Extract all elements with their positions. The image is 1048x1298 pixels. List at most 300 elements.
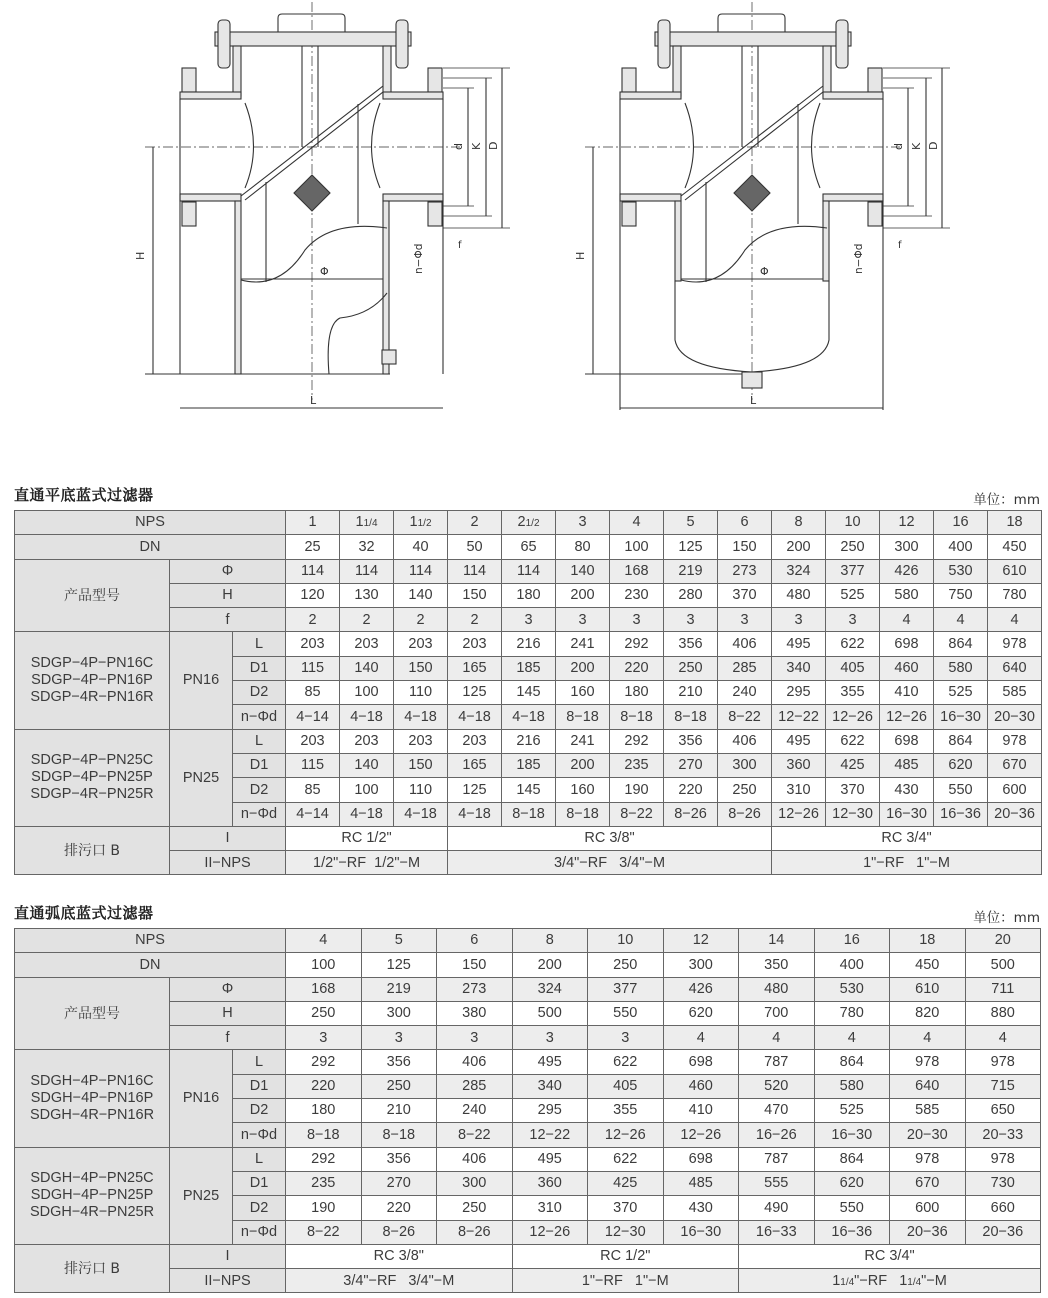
cell-n-phi-d: 8−22 xyxy=(610,802,664,826)
cell-d1: 115 xyxy=(286,753,340,777)
cell-f: 3 xyxy=(556,608,610,632)
cell-d2: 250 xyxy=(437,1196,513,1220)
cell-drain-ii: 3/4"−RF 3/4"−M xyxy=(286,1269,513,1293)
cell-f: 3 xyxy=(502,608,556,632)
drawing-flat-bottom xyxy=(130,0,510,420)
cell-phi: 219 xyxy=(361,977,437,1001)
cell-dn: 100 xyxy=(286,953,362,977)
cell-f: 4 xyxy=(965,1026,1041,1050)
label-f: f xyxy=(170,1026,286,1050)
cell-d2: 585 xyxy=(988,681,1042,705)
cell-phi: 377 xyxy=(826,559,880,583)
cell-d1: 670 xyxy=(988,753,1042,777)
cell-d1: 220 xyxy=(610,656,664,680)
cell-phi: 219 xyxy=(664,559,718,583)
cell-l: 406 xyxy=(718,729,772,753)
cell-h: 280 xyxy=(664,583,718,607)
cell-phi: 530 xyxy=(814,977,890,1001)
cell-h: 370 xyxy=(718,583,772,607)
label-model-group: 产品型号 xyxy=(15,977,170,1050)
cell-n-phi-d: 8−18 xyxy=(556,802,610,826)
cell-h: 230 xyxy=(610,583,664,607)
cell-d1: 670 xyxy=(890,1171,966,1195)
cell-n-phi-d: 16−33 xyxy=(739,1220,815,1244)
cell-d1: 150 xyxy=(394,753,448,777)
cell-nps: 14 xyxy=(739,929,815,953)
cell-dn: 350 xyxy=(739,953,815,977)
cell-d1: 640 xyxy=(890,1074,966,1098)
svg-text:f: f xyxy=(458,240,462,251)
cell-d1: 235 xyxy=(286,1171,362,1195)
cell-h: 480 xyxy=(772,583,826,607)
cell-drain-ii: 1"−RF 1"−M xyxy=(512,1269,739,1293)
cell-phi: 168 xyxy=(286,977,362,1001)
cell-dn: 125 xyxy=(361,953,437,977)
cell-drain-i: RC 3/8" xyxy=(286,1244,513,1268)
cell-d2: 410 xyxy=(663,1099,739,1123)
cell-d2: 145 xyxy=(502,778,556,802)
cell-nps: 12 xyxy=(663,929,739,953)
cell-l: 864 xyxy=(934,632,988,656)
label-phi: Φ xyxy=(170,977,286,1001)
pn25-label: PN25 xyxy=(170,1147,233,1244)
cell-h: 250 xyxy=(286,1001,362,1025)
cell-d1: 425 xyxy=(826,753,880,777)
cell-l: 698 xyxy=(663,1050,739,1074)
model-code: SDGP−4R−PN16R xyxy=(30,689,154,706)
cell-d2: 410 xyxy=(880,681,934,705)
cell-d2: 525 xyxy=(934,681,988,705)
svg-text:D: D xyxy=(927,141,940,150)
cell-l: 356 xyxy=(664,729,718,753)
cell-phi: 610 xyxy=(988,559,1042,583)
cell-d1: 425 xyxy=(588,1171,664,1195)
cell-h: 120 xyxy=(286,583,340,607)
cell-phi: 480 xyxy=(739,977,815,1001)
cell-d2: 370 xyxy=(588,1196,664,1220)
cell-h: 200 xyxy=(556,583,610,607)
cell-d1: 115 xyxy=(286,656,340,680)
label-drain-ii: II−NPS xyxy=(170,851,286,875)
cell-l: 978 xyxy=(965,1050,1041,1074)
cell-n-phi-d: 16−30 xyxy=(814,1123,890,1147)
table1-title: 直通平底蓝式过滤器 xyxy=(14,486,154,504)
cell-d1: 300 xyxy=(718,753,772,777)
cell-d1: 730 xyxy=(965,1171,1041,1195)
cell-l: 495 xyxy=(512,1147,588,1171)
cell-dn: 32 xyxy=(340,535,394,559)
cell-d1: 340 xyxy=(512,1074,588,1098)
cell-nps: 6 xyxy=(718,511,772,535)
cell-d1: 220 xyxy=(286,1074,362,1098)
cell-l: 978 xyxy=(890,1147,966,1171)
cell-phi: 140 xyxy=(556,559,610,583)
cell-d1: 140 xyxy=(340,656,394,680)
cell-nps: 16 xyxy=(934,511,988,535)
cell-d1: 140 xyxy=(340,753,394,777)
cell-n-phi-d: 4−14 xyxy=(286,705,340,729)
cell-d2: 160 xyxy=(556,681,610,705)
cell-n-phi-d: 20−36 xyxy=(965,1220,1041,1244)
cell-phi: 273 xyxy=(718,559,772,583)
cell-l: 622 xyxy=(588,1050,664,1074)
cell-phi: 114 xyxy=(502,559,556,583)
cell-n-phi-d: 8−26 xyxy=(437,1220,513,1244)
cell-nps: 1 xyxy=(286,511,340,535)
cell-l: 203 xyxy=(340,729,394,753)
cell-l: 241 xyxy=(556,632,610,656)
cell-d1: 620 xyxy=(814,1171,890,1195)
cell-nps: 4 xyxy=(610,511,664,535)
cell-f: 2 xyxy=(394,608,448,632)
label-phi: Φ xyxy=(170,559,286,583)
cell-h: 780 xyxy=(814,1001,890,1025)
cell-n-phi-d: 16−30 xyxy=(663,1220,739,1244)
model-code: SDGH−4R−PN16R xyxy=(29,1107,155,1124)
cell-n-phi-d: 12−30 xyxy=(826,802,880,826)
cell-h: 500 xyxy=(512,1001,588,1025)
cell-d2: 525 xyxy=(814,1099,890,1123)
cell-d1: 360 xyxy=(772,753,826,777)
cell-nps: 2 xyxy=(448,511,502,535)
model-code: SDGP−4P−PN16C xyxy=(30,655,154,672)
cell-d2: 310 xyxy=(772,778,826,802)
model-code: SDGP−4P−PN25C xyxy=(30,752,154,769)
cell-d1: 460 xyxy=(880,656,934,680)
cell-h: 380 xyxy=(437,1001,513,1025)
cell-d2: 250 xyxy=(718,778,772,802)
cell-d2: 125 xyxy=(448,681,502,705)
model-code: SDGH−4P−PN16P xyxy=(30,1090,154,1107)
cell-n-phi-d: 8−26 xyxy=(664,802,718,826)
cell-n-phi-d: 8−22 xyxy=(286,1220,362,1244)
cell-f: 2 xyxy=(286,608,340,632)
cell-n-phi-d: 8−18 xyxy=(556,705,610,729)
cell-nps: 11/2 xyxy=(394,511,448,535)
cell-d2: 125 xyxy=(448,778,502,802)
cell-nps: 18 xyxy=(988,511,1042,535)
cell-nps: 10 xyxy=(826,511,880,535)
cell-d1: 405 xyxy=(826,656,880,680)
cell-l: 292 xyxy=(610,632,664,656)
cell-n-phi-d: 12−22 xyxy=(772,705,826,729)
cell-n-phi-d: 8−18 xyxy=(610,705,664,729)
cell-f: 3 xyxy=(772,608,826,632)
cell-l: 356 xyxy=(664,632,718,656)
cell-d2: 600 xyxy=(988,778,1042,802)
model-code: SDGH−4P−PN25P xyxy=(30,1187,154,1204)
cell-d2: 100 xyxy=(340,681,394,705)
cell-l: 292 xyxy=(610,729,664,753)
cell-l: 216 xyxy=(502,729,556,753)
cell-d2: 190 xyxy=(610,778,664,802)
cell-n-phi-d: 8−26 xyxy=(718,802,772,826)
svg-text:Φ: Φ xyxy=(320,265,329,278)
model-code: SDGP−4R−PN25R xyxy=(30,786,154,803)
cell-nps: 4 xyxy=(286,929,362,953)
cell-d1: 235 xyxy=(610,753,664,777)
cell-dn: 300 xyxy=(663,953,739,977)
cell-nps: 18 xyxy=(890,929,966,953)
cell-d1: 185 xyxy=(502,656,556,680)
cell-d2: 600 xyxy=(890,1196,966,1220)
cell-d2: 240 xyxy=(437,1099,513,1123)
cell-d1: 285 xyxy=(437,1074,513,1098)
label-dn: DN xyxy=(15,953,286,977)
cell-phi: 114 xyxy=(394,559,448,583)
cell-n-phi-d: 20−30 xyxy=(988,705,1042,729)
cell-l: 406 xyxy=(437,1147,513,1171)
cell-n-phi-d: 20−36 xyxy=(890,1220,966,1244)
cell-l: 622 xyxy=(826,632,880,656)
cell-d2: 85 xyxy=(286,681,340,705)
cell-n-phi-d: 8−22 xyxy=(437,1123,513,1147)
cell-l: 864 xyxy=(814,1147,890,1171)
cell-d1: 360 xyxy=(512,1171,588,1195)
cell-n-phi-d: 8−18 xyxy=(286,1123,362,1147)
cell-d2: 110 xyxy=(394,681,448,705)
cell-n-phi-d: 12−30 xyxy=(588,1220,664,1244)
cell-drain-i: RC 1/2" xyxy=(512,1244,739,1268)
cell-h: 130 xyxy=(340,583,394,607)
drawing-arc-bottom xyxy=(570,0,950,420)
cell-d1: 250 xyxy=(664,656,718,680)
cell-nps: 16 xyxy=(814,929,890,953)
cell-d1: 270 xyxy=(361,1171,437,1195)
cell-drain-i: RC 3/4" xyxy=(739,1244,1041,1268)
cell-l: 356 xyxy=(361,1050,437,1074)
cell-n-phi-d: 8−18 xyxy=(664,705,718,729)
pn16-label: PN16 xyxy=(170,632,233,729)
cell-d2: 180 xyxy=(286,1099,362,1123)
cell-d2: 160 xyxy=(556,778,610,802)
cell-h: 150 xyxy=(448,583,502,607)
cell-nps: 20 xyxy=(965,929,1041,953)
cell-d2: 190 xyxy=(286,1196,362,1220)
cell-h: 525 xyxy=(826,583,880,607)
pn25-label: PN25 xyxy=(170,729,233,826)
cell-d2: 295 xyxy=(512,1099,588,1123)
cell-d1: 485 xyxy=(663,1171,739,1195)
cell-l: 203 xyxy=(340,632,394,656)
cell-f: 3 xyxy=(664,608,718,632)
svg-text:L: L xyxy=(750,394,757,407)
cell-dn: 400 xyxy=(934,535,988,559)
cell-n-phi-d: 4−18 xyxy=(502,705,556,729)
cell-d2: 220 xyxy=(664,778,718,802)
cell-f: 2 xyxy=(340,608,394,632)
cell-f: 3 xyxy=(718,608,772,632)
svg-text:d: d xyxy=(452,143,465,150)
cell-d1: 270 xyxy=(664,753,718,777)
cell-d1: 640 xyxy=(988,656,1042,680)
cell-n-phi-d: 16−36 xyxy=(934,802,988,826)
cell-drain-i: RC 3/8" xyxy=(448,826,772,850)
cell-n-phi-d: 20−30 xyxy=(890,1123,966,1147)
cell-h: 550 xyxy=(588,1001,664,1025)
cell-n-phi-d: 20−33 xyxy=(965,1123,1041,1147)
cell-f: 3 xyxy=(361,1026,437,1050)
label-drain: 排污口 B xyxy=(15,1244,170,1293)
cell-d1: 285 xyxy=(718,656,772,680)
cell-nps: 8 xyxy=(772,511,826,535)
svg-text:D: D xyxy=(487,141,500,150)
cell-f: 4 xyxy=(988,608,1042,632)
cell-nps: 11/4 xyxy=(340,511,394,535)
cell-l: 216 xyxy=(502,632,556,656)
cell-l: 864 xyxy=(814,1050,890,1074)
pn16-models xyxy=(15,1050,170,1147)
cell-d1: 580 xyxy=(934,656,988,680)
pn16-models xyxy=(15,632,170,729)
label-dn: DN xyxy=(15,535,286,559)
cell-n-phi-d: 12−26 xyxy=(826,705,880,729)
label-n-phi-d: n−Φd xyxy=(233,705,286,729)
label-h: H xyxy=(170,1001,286,1025)
cell-dn: 300 xyxy=(880,535,934,559)
cell-phi: 426 xyxy=(880,559,934,583)
cell-d2: 490 xyxy=(739,1196,815,1220)
label-f: f xyxy=(170,608,286,632)
cell-d2: 550 xyxy=(934,778,988,802)
cell-l: 978 xyxy=(965,1147,1041,1171)
cell-h: 580 xyxy=(880,583,934,607)
cell-n-phi-d: 12−26 xyxy=(512,1220,588,1244)
cell-d1: 620 xyxy=(934,753,988,777)
cell-l: 292 xyxy=(286,1050,362,1074)
label-nps: NPS xyxy=(15,511,286,535)
svg-text:K: K xyxy=(910,142,923,150)
label-n-phi-d: n−Φd xyxy=(233,802,286,826)
cell-d1: 200 xyxy=(556,753,610,777)
cell-dn: 150 xyxy=(718,535,772,559)
cell-drain-i: RC 1/2" xyxy=(286,826,448,850)
cell-h: 180 xyxy=(502,583,556,607)
cell-f: 4 xyxy=(663,1026,739,1050)
cell-d2: 310 xyxy=(512,1196,588,1220)
cell-n-phi-d: 4−18 xyxy=(394,802,448,826)
cell-l: 292 xyxy=(286,1147,362,1171)
model-code: SDGH−4R−PN25R xyxy=(29,1204,155,1221)
cell-h: 750 xyxy=(934,583,988,607)
cell-h: 880 xyxy=(965,1001,1041,1025)
label-drain-ii: II−NPS xyxy=(170,1269,286,1293)
cell-f: 4 xyxy=(934,608,988,632)
cell-l: 787 xyxy=(739,1147,815,1171)
cell-f: 3 xyxy=(512,1026,588,1050)
cell-l: 698 xyxy=(880,729,934,753)
cell-d2: 470 xyxy=(739,1099,815,1123)
label-l: L xyxy=(233,729,286,753)
pn25-models xyxy=(15,1147,170,1244)
cell-l: 203 xyxy=(394,729,448,753)
cell-n-phi-d: 8−18 xyxy=(502,802,556,826)
cell-d2: 240 xyxy=(718,681,772,705)
cell-phi: 324 xyxy=(772,559,826,583)
cell-f: 3 xyxy=(610,608,664,632)
cell-n-phi-d: 4−14 xyxy=(286,802,340,826)
label-l: L xyxy=(233,1147,286,1171)
model-code: SDGP−4P−PN16P xyxy=(31,672,153,689)
cell-d2: 85 xyxy=(286,778,340,802)
svg-text:K: K xyxy=(470,142,483,150)
cell-phi: 114 xyxy=(340,559,394,583)
cell-f: 4 xyxy=(880,608,934,632)
cell-dn: 40 xyxy=(394,535,448,559)
cell-d1: 250 xyxy=(361,1074,437,1098)
label-d2: D2 xyxy=(233,1099,286,1123)
label-h: H xyxy=(170,583,286,607)
cell-d2: 355 xyxy=(826,681,880,705)
label-l: L xyxy=(233,1050,286,1074)
cell-l: 978 xyxy=(988,729,1042,753)
cell-d1: 340 xyxy=(772,656,826,680)
svg-text:d: d xyxy=(892,143,905,150)
cell-n-phi-d: 12−26 xyxy=(880,705,934,729)
model-code: SDGH−4P−PN25C xyxy=(30,1170,154,1187)
cell-d2: 660 xyxy=(965,1196,1041,1220)
label-d1: D1 xyxy=(233,1074,286,1098)
cell-dn: 200 xyxy=(512,953,588,977)
cell-d2: 430 xyxy=(663,1196,739,1220)
cell-n-phi-d: 16−26 xyxy=(739,1123,815,1147)
label-d1: D1 xyxy=(233,656,286,680)
table2-title: 直通弧底蓝式过滤器 xyxy=(14,904,154,922)
cell-phi: 377 xyxy=(588,977,664,1001)
cell-f: 3 xyxy=(286,1026,362,1050)
pn25-models xyxy=(15,729,170,826)
cell-f: 3 xyxy=(588,1026,664,1050)
cell-phi: 114 xyxy=(286,559,340,583)
label-d2: D2 xyxy=(233,681,286,705)
cell-d2: 355 xyxy=(588,1099,664,1123)
cell-phi: 114 xyxy=(448,559,502,583)
label-n-phi-d: n−Φd xyxy=(233,1220,286,1244)
cell-d1: 150 xyxy=(394,656,448,680)
cell-d1: 200 xyxy=(556,656,610,680)
cell-d1: 165 xyxy=(448,753,502,777)
cell-nps: 12 xyxy=(880,511,934,535)
cell-n-phi-d: 4−18 xyxy=(340,802,394,826)
cell-dn: 100 xyxy=(610,535,664,559)
cell-h: 700 xyxy=(739,1001,815,1025)
cell-n-phi-d: 4−18 xyxy=(340,705,394,729)
label-d1: D1 xyxy=(233,753,286,777)
cell-f: 4 xyxy=(814,1026,890,1050)
cell-d1: 185 xyxy=(502,753,556,777)
cell-l: 241 xyxy=(556,729,610,753)
svg-text:n−Φd: n−Φd xyxy=(853,243,865,274)
cell-n-phi-d: 16−30 xyxy=(880,802,934,826)
cell-d1: 405 xyxy=(588,1074,664,1098)
cell-d2: 220 xyxy=(361,1196,437,1220)
cell-nps: 3 xyxy=(556,511,610,535)
cell-phi: 168 xyxy=(610,559,664,583)
cell-n-phi-d: 4−18 xyxy=(448,705,502,729)
cell-dn: 150 xyxy=(437,953,513,977)
cell-nps: 21/2 xyxy=(502,511,556,535)
cell-phi: 426 xyxy=(663,977,739,1001)
cell-n-phi-d: 8−22 xyxy=(718,705,772,729)
svg-text:n−Φd: n−Φd xyxy=(413,243,425,274)
label-drain-i: I xyxy=(170,826,286,850)
cell-n-phi-d: 12−26 xyxy=(663,1123,739,1147)
label-model-group: 产品型号 xyxy=(15,559,170,632)
cell-n-phi-d: 8−26 xyxy=(361,1220,437,1244)
svg-text:Φ: Φ xyxy=(760,265,769,278)
cell-drain-ii: 3/4"−RF 3/4"−M xyxy=(448,851,772,875)
cell-l: 203 xyxy=(286,729,340,753)
